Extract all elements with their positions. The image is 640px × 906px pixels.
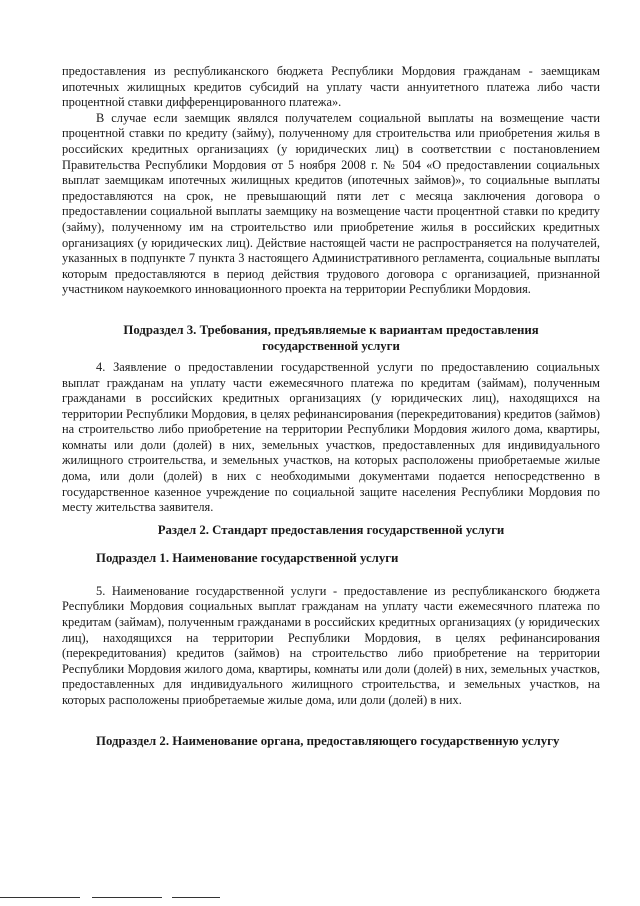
subsection-1-heading: Подраздел 1. Наименование государственной услуги	[96, 550, 399, 565]
footer-rule-right	[172, 897, 220, 898]
paragraph-5-service-name: 5. Наименование государственной услуги - предоставление из республиканского бюджета Республики Мордовия социальных выплат гражданам на уплату части ежемесячного платежа по кредитам (займам), полученным гражданами в российских кредитных организациях (у юридических лиц), находящихся на территории Республики Мордовия, в целях рефинансирования (перекредитования) кредитов (займов) на строительство либо приобретение на территории Республики Мордовия жилого дома, квартиры, комнаты или доли (долей) в них, земельных участков, предоставленных для индивидуального жилищного строительства, и земельных участков, на которых расположены приобретаемые жилые дома, или доли (долей) в них.	[62, 583, 600, 707]
subsection-3-heading-line1: Подраздел 3. Требования, предъявляемые к вариантам предоставления	[123, 322, 539, 337]
subsection-3-heading	[62, 322, 600, 354]
paragraph-continuation: предоставления из республиканского бюджета Республики Мордовия гражданам - заемщикам ипотечных жилищных кредитов субсидий на уплату части аннуитетного платежа либо части процентной ставки дифференцированного платежа».	[62, 64, 600, 110]
subsection-3-heading-line2: государственной услуги	[262, 338, 400, 353]
footer-rule-left	[0, 897, 80, 898]
paragraph-social-payment-conditions: В случае если заемщик являлся получателем социальной выплаты на возмещение части процентной ставки по кредиту (займу), полученному для строительства или приобретения жилья в российских кредитных организациях (у юридических лиц) в соответствии с постановлением Правительства Республики Мордовия от 5 ноября 2008 г. № 504 «О предоставлении социальных выплат заемщикам ипотечных жилищных кредитов (ипотечных займов)», то социальные выплаты предоставляются на срок, не превышающий пяти лет с месяца заключения договора о предоставлении социальной выплаты заемщику на возмещение части процентной ставки по кредиту (займу), полученному им на строительство или приобретение жилья в российских кредитных организациях (у юридических лиц). Действие настоящей части не распространяется на получателей, указанных в подпункте 7 пункта 3 настоящего Административного регламента, социальные выплаты которым предоставляются в период действия трудового договора с организацией, признанной участником наукоемкого инновационного проекта на территории Республики Мордовия.	[62, 110, 600, 297]
paragraph-4-application: 4. Заявление о предоставлении государственной услуги по предоставлению социальных выплат гражданам на уплату части ежемесячного платежа по кредитам (займам), полученным гражданами в российских кредитных организациях (у юридических лиц), находящихся на территории Республики Мордовия, в целях рефинансирования (перекредитования) кредитов (займов) на строительство либо приобретение на территории Республики Мордовия жилого дома, квартиры, комнаты или доли (долей) в них, земельных участков, предоставленных для индивидуального жилищного строительства, и земельных участков, на которых расположены приобретаемые жилые дома, или доли (долей) в них с необходимыми документами подается непосредственно в государственное казенное учреждение по социальной защите населения Республики Мордовия по месту жительства заявителя.	[62, 359, 600, 515]
section-2-heading: Раздел 2. Стандарт предоставления государственной услуги	[157, 522, 505, 537]
footer-rule-mid	[92, 897, 162, 898]
subsection-2-heading: Подраздел 2. Наименование органа, предоставляющего государственную услугу	[96, 733, 560, 748]
document-page	[62, 64, 600, 749]
